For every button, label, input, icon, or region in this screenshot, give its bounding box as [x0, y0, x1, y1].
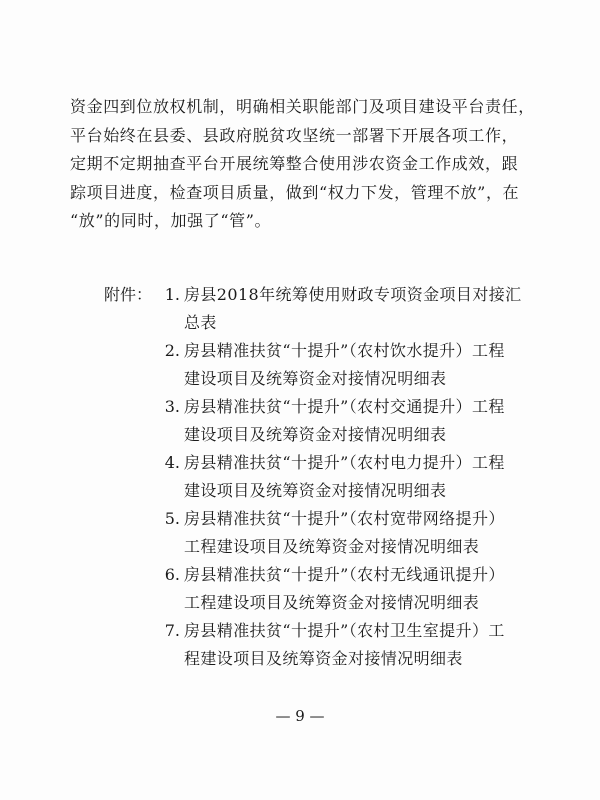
attachment-title-line: 工程建设项目及统筹资金对接情况明细表	[184, 537, 480, 556]
attachment-title-line: 房县精准扶贫“十提升”（农村卫生室提升）工	[184, 621, 505, 640]
attachment-number: 5.	[164, 509, 180, 528]
attachments-list	[104, 281, 534, 673]
attachment-title-line: 房县精准扶贫“十提升”（农村交通提升）工程	[184, 397, 505, 416]
attachment-item	[104, 393, 534, 449]
attachment-title-line: 建设项目及统筹资金对接情况明细表	[184, 481, 447, 500]
attachment-item	[104, 281, 534, 337]
page-number: — 9 —	[275, 707, 325, 725]
body-line: 定期不定期抽查平台开展统筹整合使用涉农资金工作成效，跟	[70, 154, 519, 173]
attachment-title	[184, 281, 534, 337]
attachment-title-line: 建设项目及统筹资金对接情况明细表	[184, 425, 447, 444]
attachment-title	[184, 393, 534, 449]
body-line: 踪项目进度，检查项目质量，做到“权力下发，管理不放”，在	[70, 182, 520, 202]
attachment-item	[104, 617, 534, 673]
attachment-title-line: 房县精准扶贫“十提升”（农村宽带网络提升）	[184, 509, 505, 528]
attachment-title-line: 总表	[184, 313, 217, 332]
attachment-number: 2.	[164, 341, 180, 360]
attachment-title-line: 房县精准扶贫“十提升”（农村电力提升）工程	[184, 453, 505, 472]
attachment-item	[104, 505, 534, 561]
attachment-title-line: 房县精准扶贫“十提升”（农村无线通讯提升）	[184, 565, 505, 584]
attachment-title-line: 工程建设项目及统筹资金对接情况明细表	[184, 593, 480, 612]
body-paragraph	[70, 93, 540, 236]
attachment-number: 6.	[164, 565, 180, 584]
attachment-item	[104, 337, 534, 393]
attachment-item	[104, 449, 534, 505]
attachment-item	[104, 561, 534, 617]
attachment-number: 4.	[164, 453, 180, 472]
attachment-title	[184, 449, 534, 505]
attachments-label: 附件：	[104, 285, 153, 304]
attachment-title	[184, 561, 534, 617]
attachment-number: 1.	[164, 285, 180, 304]
attachment-title	[184, 337, 534, 393]
attachment-title-line: 房县精准扶贫“十提升”（农村饮水提升）工程	[184, 341, 505, 360]
attachment-title-line: 房县2018年统筹使用财政专项资金项目对接汇	[184, 285, 522, 304]
attachment-title-line: 程建设项目及统筹资金对接情况明细表	[184, 649, 463, 668]
body-line: “放”的同时，加强了“管”。	[70, 211, 272, 230]
attachment-title	[184, 617, 534, 673]
attachment-number: 3.	[164, 397, 180, 416]
attachment-number: 7.	[164, 621, 180, 640]
attachment-title	[184, 505, 534, 561]
body-line: 平台始终在县委、县政府脱贫攻坚统一部署下开展各项工作，	[70, 125, 519, 145]
body-line: 资金四到位放权机制，明确相关职能部门及项目建设平台责任，	[70, 97, 535, 116]
attachment-title-line: 建设项目及统筹资金对接情况明细表	[184, 369, 447, 388]
